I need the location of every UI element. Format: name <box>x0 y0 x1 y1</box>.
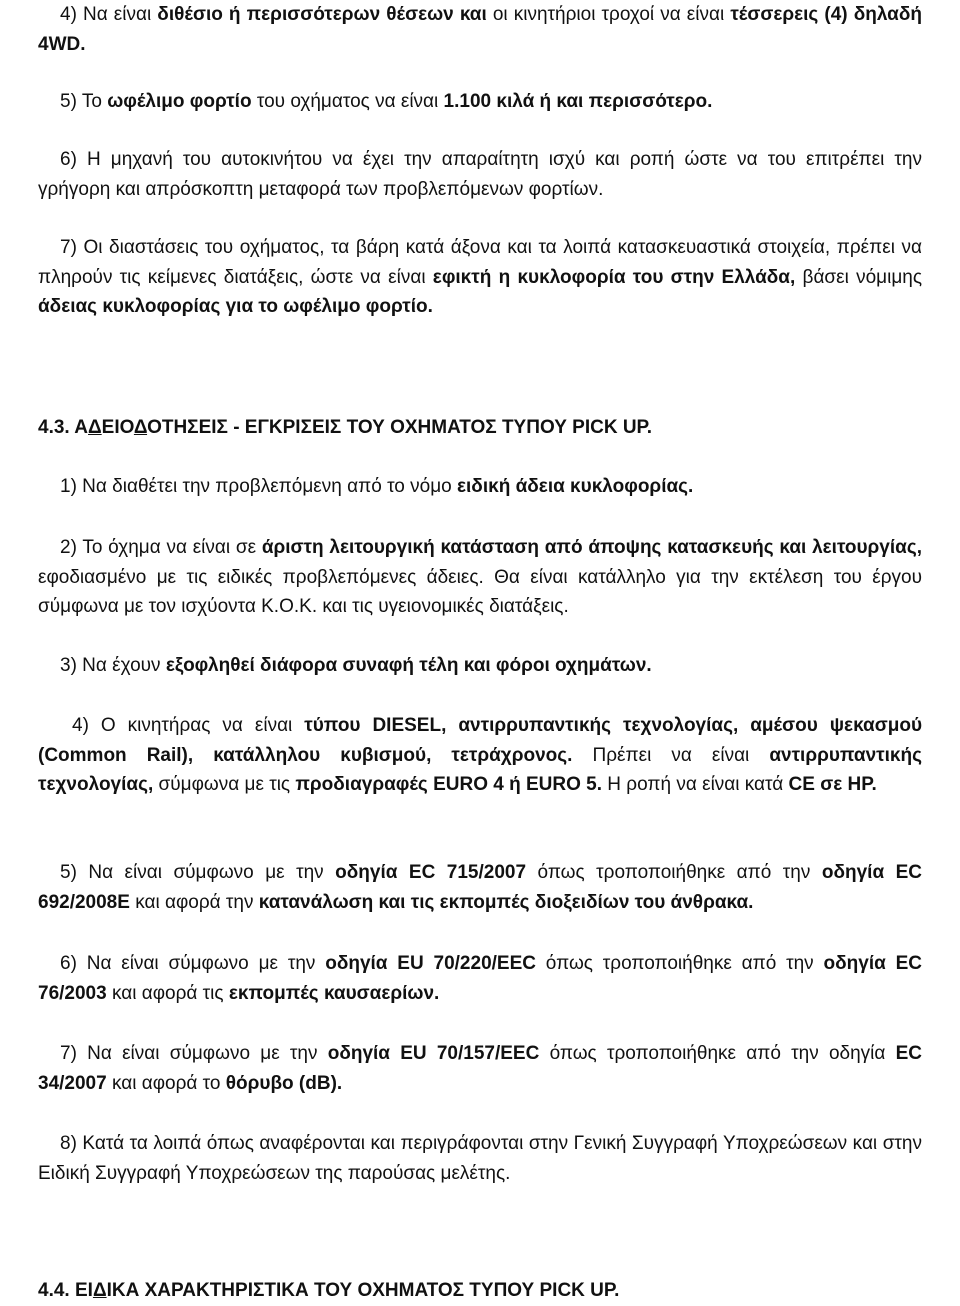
bold-text: άδειας κυκλοφορίας για το ωφέλιμο φορτίο. <box>38 296 433 317</box>
text: 5) Να είναι σύμφωνο με την <box>60 862 336 883</box>
section-number: 4.3. <box>38 417 70 438</box>
bold-text: οδηγία EC 715/2007 <box>335 862 527 883</box>
text: 8) Κατά τα λοιπά όπως αναφέρονται και περιγράφονται στην Γενική Συγγραφή Υποχρεώσεων και στην Ειδική Συγγραφή Υποχρεώσεων της παρούσας μελέτης. <box>38 1133 922 1184</box>
bold-text: EC 34/2007 <box>38 1043 923 1094</box>
text: 4) Να είναι <box>60 4 158 25</box>
text: σύμφωνα με τις <box>153 774 296 795</box>
section-title: ΕΙΔΙΚΑ ΧΑΡΑΚΤΗΡΙΣΤΙΚΑ ΤΟΥ ΟΧΗΜΑΤΟΣ ΤΥΠΟΥ PICK UP. <box>74 1280 620 1301</box>
text: 1) Να διαθέτει την προβλεπόμενη από το νόμο <box>60 476 458 497</box>
bold-text: προδιαγραφές EURO 4 ή EURO 5. <box>295 774 602 795</box>
bold-text: θόρυβο (dB). <box>225 1072 343 1094</box>
item-4-offroad <box>38 0 922 59</box>
text: 7) Οι διαστάσεις του οχήματος, τα βάρη κατά άξονα και τα λοιπά κατασκευαστικά στοιχεία, πρέπει να πληρούν τις κείμενες διατάξεις, ώστε να είναι <box>38 237 922 288</box>
s43-item-4 <box>38 711 922 800</box>
text: Η ροπή να είναι κατά <box>602 774 789 795</box>
s43-item-2 <box>38 533 922 622</box>
bold-text: διθέσιο ή περισσότερων θέσεων και <box>157 4 487 25</box>
item-6-engine-power <box>38 145 922 204</box>
text: και αφορά τις <box>106 982 229 1004</box>
text: του οχήματος να είναι <box>251 91 444 112</box>
bold-text: εκπομπές καυσαερίων. <box>228 982 440 1004</box>
text: 4) Ο κινητήρας να είναι <box>72 715 305 736</box>
section-heading-4-3 <box>38 413 652 443</box>
bold-text: οδηγία EC 76/2003 <box>38 953 922 1004</box>
bold-text: οδηγία EU 70/220/EEC <box>325 953 536 974</box>
s43-item-5 <box>38 858 922 917</box>
text: και αφορά το <box>106 1072 226 1094</box>
text: εφοδιασμένο με τις ειδικές προβλεπόμενες άδειες. Θα είναι κατάλληλο για την εκτέλεση του έργου σύμφωνα με τον ισχύοντα Κ.Ο.Κ. και τις υγειονομικές διατάξεις. <box>38 566 922 617</box>
text: 6) Να είναι σύμφωνο με την <box>60 953 326 974</box>
bold-text: CE σε HP. <box>788 774 877 795</box>
bold-text: αντιρρυπαντικής τεχνολογίας, <box>38 744 923 795</box>
text: Πρέπει να είναι <box>572 744 770 766</box>
text: 3) Να έχουν <box>60 655 166 676</box>
section-heading-4-4 <box>38 1276 619 1306</box>
bold-text: 1.100 κιλά ή και περισσότερο. <box>443 91 713 112</box>
text: όπως τροποποιήθηκε από την <box>535 953 824 974</box>
s43-item-3 <box>38 651 922 681</box>
bold-text: οδηγία EC 692/2008E <box>38 862 923 913</box>
bold-text: τύπου DIESEL, αντιρρυπαντικής τεχνολογίας, αμέσου ψεκασμού (Common Rail), κατάλληλου κυβισμού, τετράχρονος. <box>38 715 922 766</box>
text: όπως τροποποιήθηκε από την <box>526 862 822 883</box>
bold-text: ειδική άδεια κυκλοφορίας. <box>457 476 694 497</box>
text: 7) Να είναι σύμφωνο με την <box>60 1043 328 1064</box>
bold-text: τέσσερεις (4) δηλαδή 4WD. <box>38 4 922 55</box>
text: και αφορά την <box>129 891 259 913</box>
bold-text: άριστη λειτουργική κατάσταση από άποψης κατασκευής και λειτουργίας, <box>261 537 922 558</box>
bold-text: κατανάλωση και τις εκπομπές διοξειδίων του άνθρακα. <box>258 891 754 913</box>
text: 2) Το όχημα να είναι σε <box>60 537 262 558</box>
text: 6) Η μηχανή του αυτοκινήτου να έχει την απαραίτητη ισχύ και ροπή ώστε να του επιτρέπει την γρήγορη και απρόσκοπτη μεταφορά των προβλεπόμενων φορτίων. <box>38 149 922 200</box>
s43-item-7 <box>38 1039 922 1098</box>
s43-item-1 <box>38 472 922 502</box>
bold-text: οδηγία EU 70/157/EEC <box>327 1043 540 1064</box>
bold-text: ωφέλιμο φορτίο <box>107 91 252 112</box>
text: όπως τροποποιήθηκε από την οδηγία <box>539 1043 896 1064</box>
item-7-dimensions <box>38 233 922 322</box>
text: 5) Το <box>60 91 108 112</box>
s43-item-6 <box>38 949 922 1008</box>
bold-text: εφικτή η κυκλοφορία του στην Ελλάδα, <box>432 266 796 288</box>
section-title: ΑΔΕΙΟΔΟΤΗΣΕΙΣ - ΕΓΚΡΙΣΕΙΣ ΤΟΥ ΟΧΗΜΑΤΟΣ ΤΥΠΟΥ PICK UP. <box>74 417 653 438</box>
item-5-payload <box>38 87 922 117</box>
s43-item-8 <box>38 1129 922 1188</box>
text: οι κινητήριοι τροχοί να είναι <box>486 4 731 25</box>
section-number: 4.4. <box>38 1280 70 1301</box>
bold-text: εξοφληθεί διάφορα συναφή τέλη και φόροι οχημάτων. <box>165 655 652 676</box>
text: βάσει νόμιμης <box>795 266 922 288</box>
